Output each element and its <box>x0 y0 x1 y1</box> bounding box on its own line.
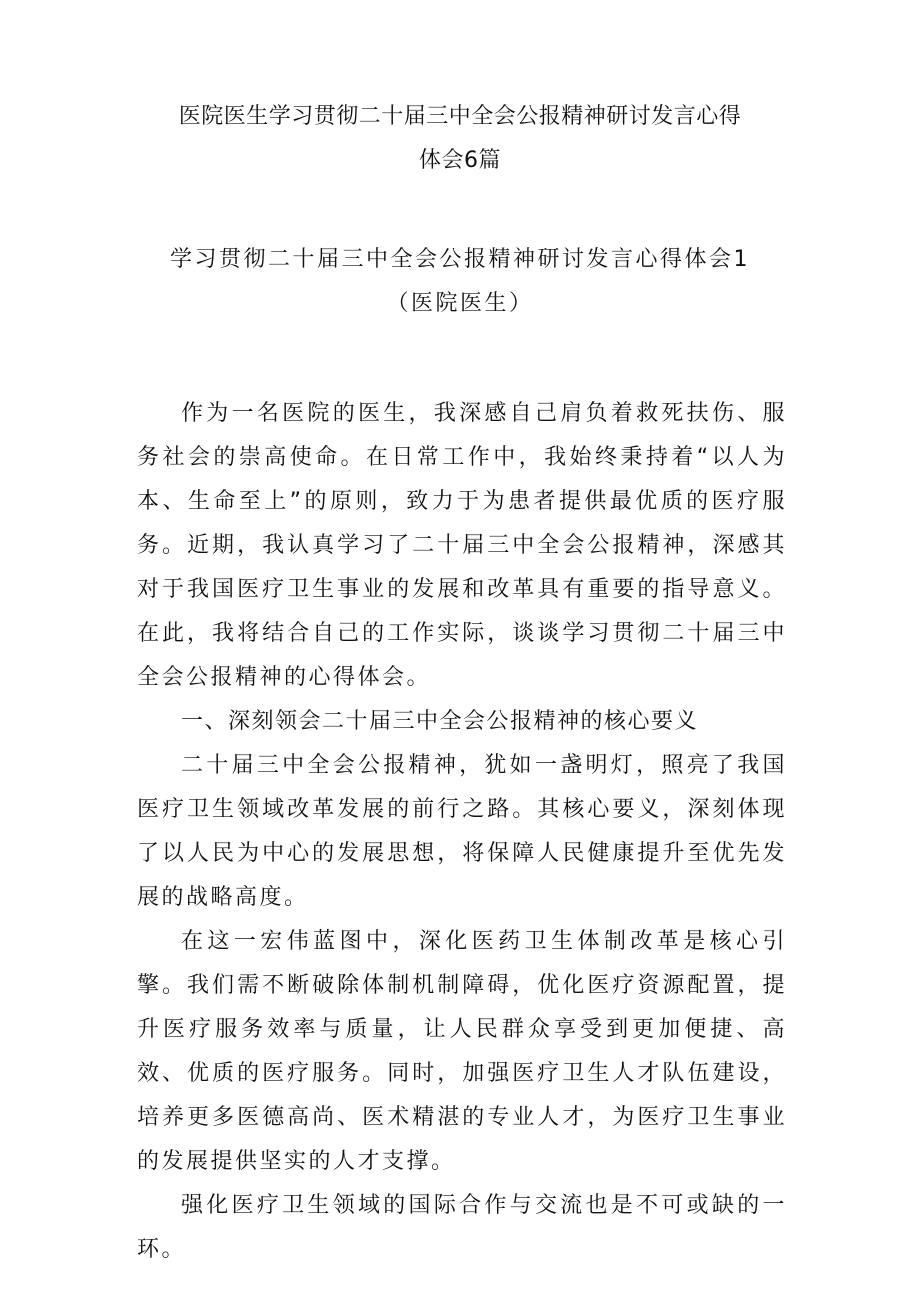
body-paragraph-2: 二十届三中全会公报精神，犹如一盏明灯，照亮了我国医疗卫生领域改革发展的前行之路。其核心要义，深刻体现了以人民为中心的发展思想，将保障人民健康提升至优先发展的战略高度。 <box>137 753 787 910</box>
body-paragraph-4: 强化医疗卫生领域的国际合作与交流也是不可或缺的一环。 <box>137 1193 787 1262</box>
section-title <box>130 238 790 326</box>
document-title <box>130 95 790 183</box>
section-heading-1: 一、深刻领会二十届三中全会公报精神的核心要义 <box>181 709 699 734</box>
body-paragraph-1: 作为一名医院的医生，我深感自己肩负着救死扶伤、服务社会的崇高使命。在日常工作中，我始终秉持着“以人为本、生命至上”的原则，致力于为患者提供最优质的医疗服务。近期，我认真学习了二十届三中全会公报精神，深感其对于我国医疗卫生事业的发展和改革具有重要的指导意义。在此，我将结合自己的工作实际，谈谈学习贯彻二十届三中全会公报精神的心得体会。 <box>137 401 787 690</box>
document-title-line-1: 医院医生学习贯彻二十届三中全会公报精神研讨发言心得 <box>178 104 742 129</box>
section-title-line-2: （医院医生） <box>386 291 534 316</box>
document-body <box>137 392 787 1272</box>
body-paragraph-3: 在这一宏伟蓝图中，深化医药卫生体制改革是核心引擎。我们需不断破除体制机制障碍，优化医疗资源配置，提升医疗服务效率与质量，让人民群众享受到更加便捷、高效、优质的医疗服务。同时，加强医疗卫生人才队伍建设，培养更多医德高尚、医术精湛的专业人才，为医疗卫生事业的发展提供坚实的人才支撑。 <box>137 929 787 1174</box>
section-title-line-1: 学习贯彻二十届三中全会公报精神研讨发言心得体会1 <box>170 247 750 272</box>
document-title-line-2: 体会6篇 <box>419 148 501 173</box>
